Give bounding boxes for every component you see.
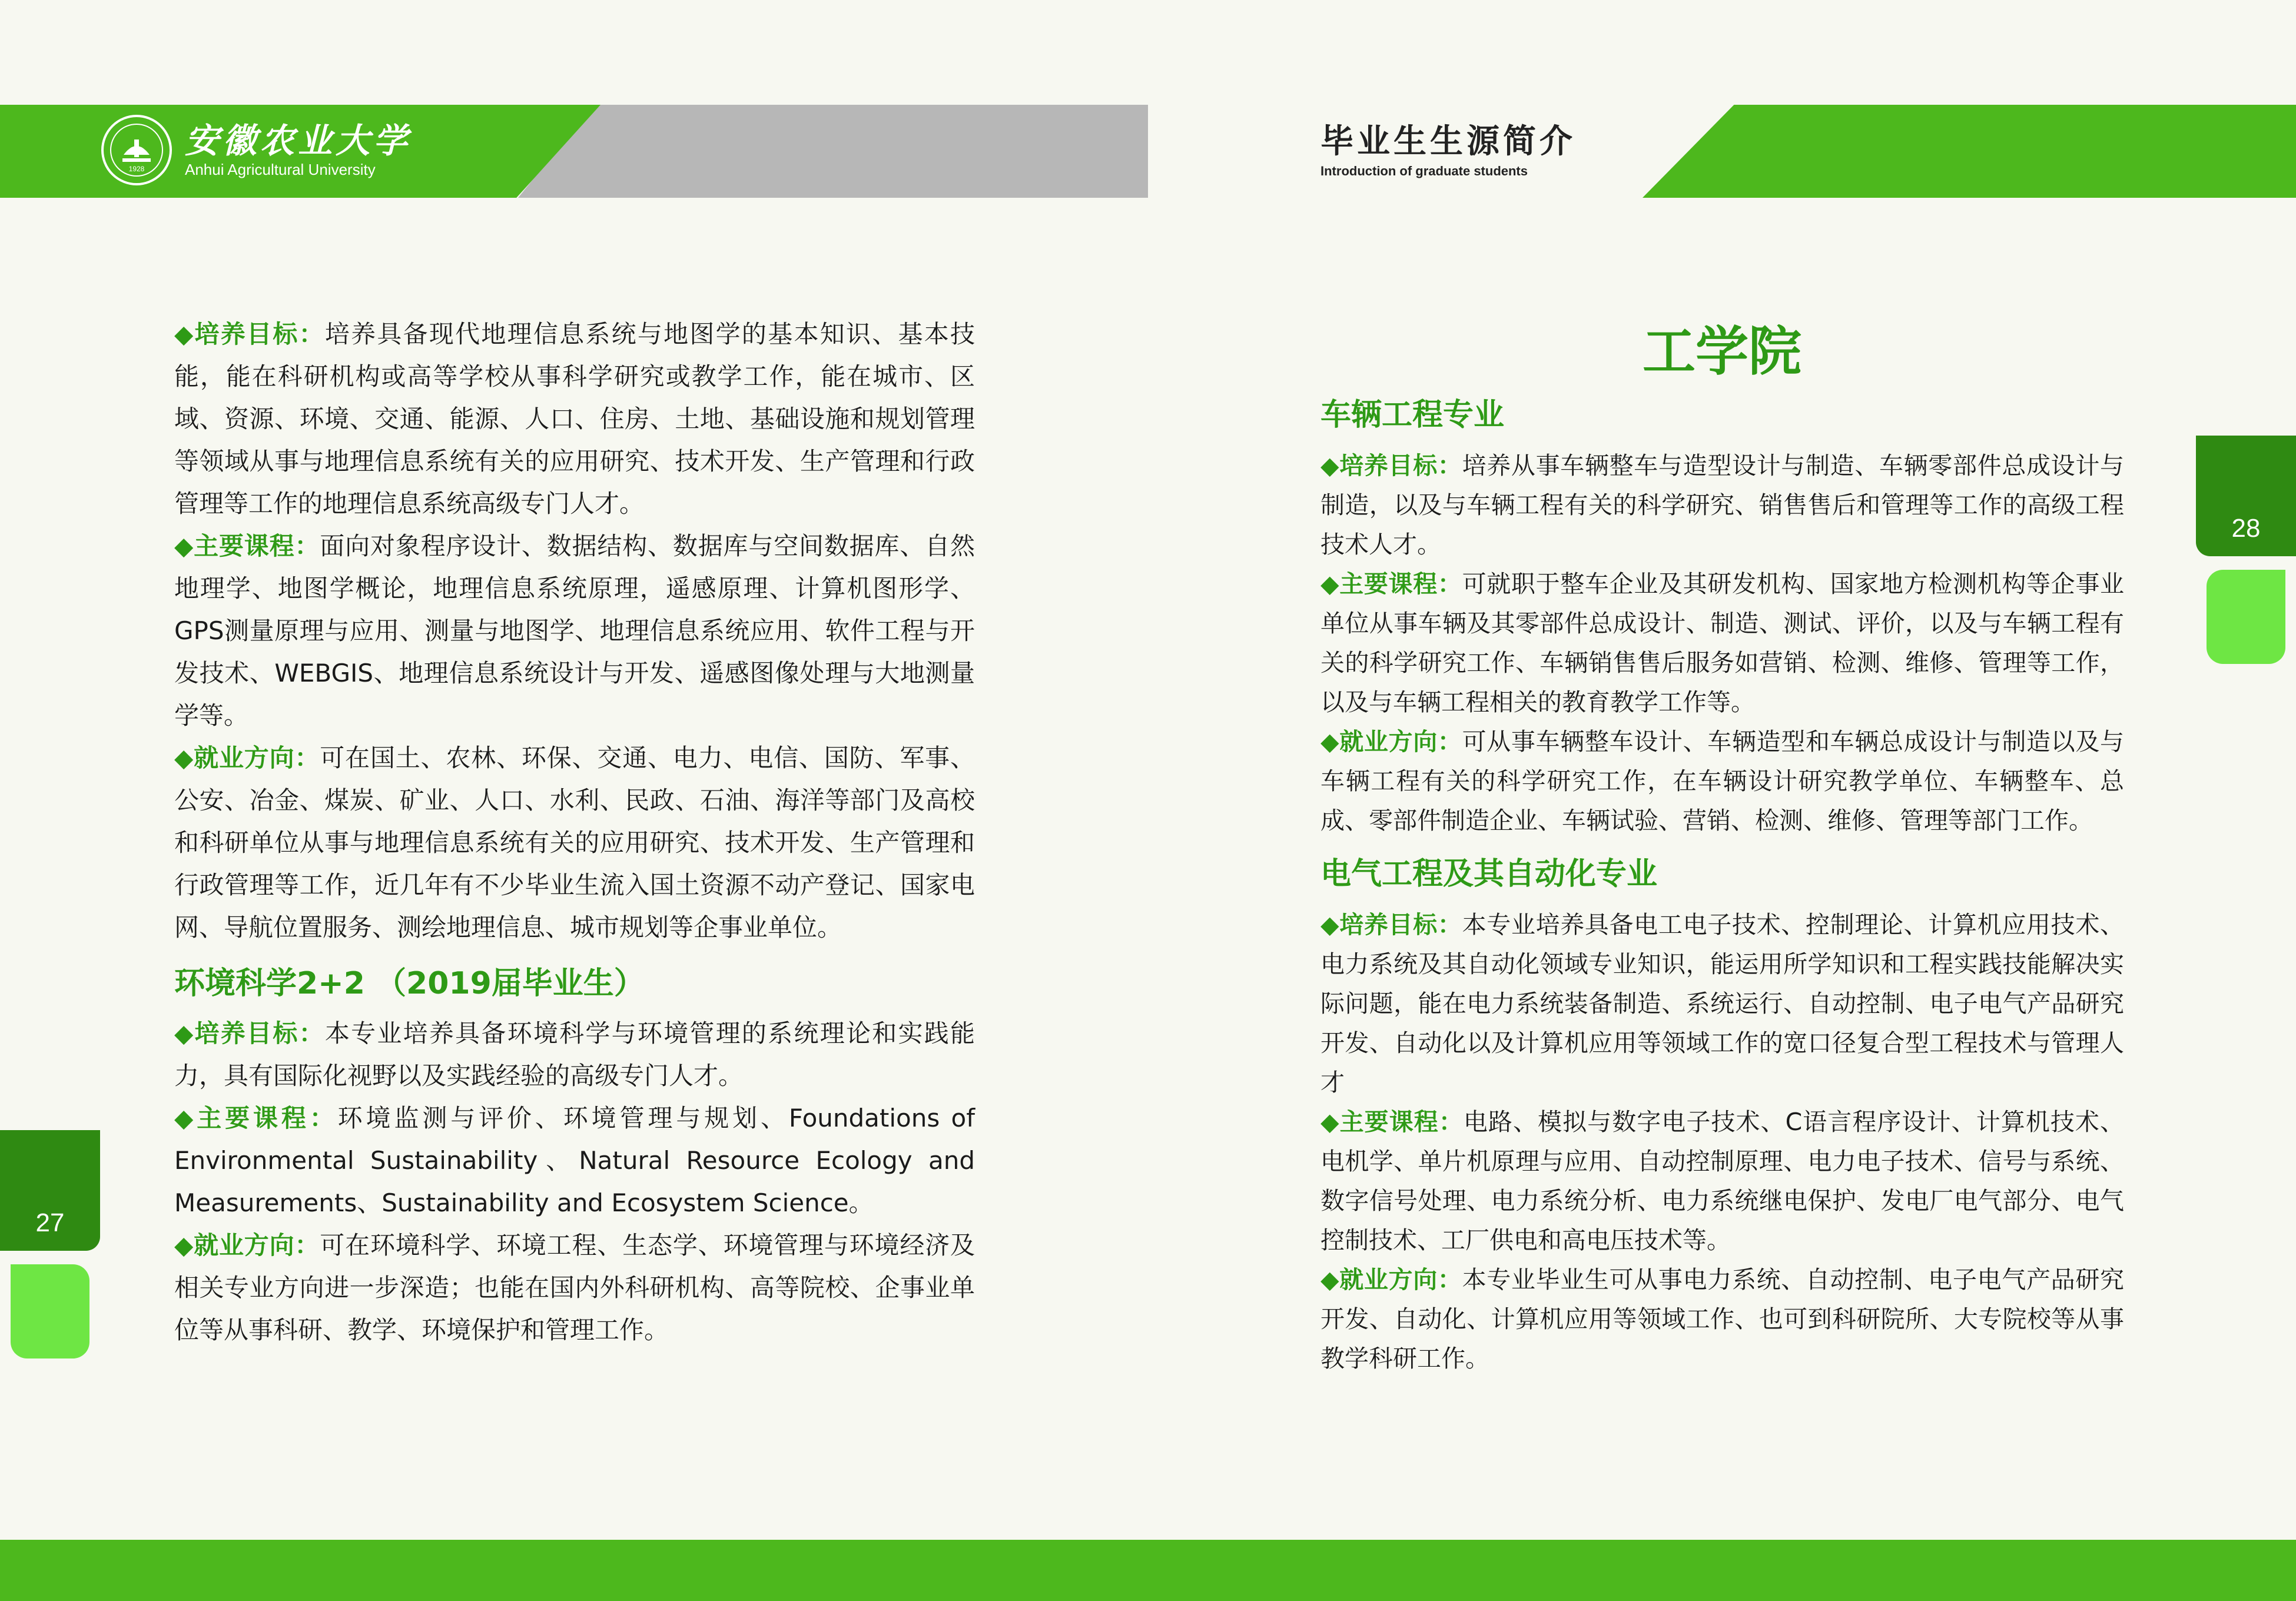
env-course [174,1097,975,1224]
job-text: 可从事车辆整车设计、车辆造型和车辆总成设计与制造以及与车辆工程有关的科学研究工作，在车辆设计研究教学单位、车辆整车、总成、零部件制造企业、车辆试验、营销、检测、维修、管理等部门工作。 [1320,728,2125,835]
job-label: ◆就业方向： [174,743,320,772]
page-number-tab-right [2196,436,2296,556]
page-tab-light-right [2207,570,2285,664]
header-subtitle: Introduction of graduate students [1320,164,1528,178]
electric-title: 电气工程及其自动化专业 [1320,856,1658,892]
seal-year: 1928 [128,165,145,173]
left-column [174,313,975,1351]
electric-job [1320,1260,2124,1379]
job-label: ◆就业方向： [174,1231,320,1260]
header-green-right [1643,105,2296,198]
course-text: 电路、模拟与数字电子技术、C语言程序设计、计算机技术、电机学、单片机原理与应用、自动控制原理、电力电子技术、信号与系统、数字信号处理、电力系统分析、电力系统继电保护、发电厂电气部分、电气控制技术、工厂供电和高电压技术等。 [1320,1108,2124,1254]
seal-icon [100,114,173,187]
vehicle-goal [1320,446,2124,564]
gis-course [174,525,975,737]
goal-text: 本专业培养具备电工电子技术、控制理论、计算机应用技术、电力系统及其自动化领域专业知识，能运用所学知识和工程实践技能解决实际问题，能在电力系统装备制造、系统运行、自动控制、电子电气产品研究开发、自动化以及计算机应用等领域工作的宽口径复合型工程技术与管理人才 [1320,911,2125,1097]
course-label: ◆主要课程： [174,1104,338,1132]
gis-job [174,737,975,949]
env-goal [174,1012,975,1097]
logo-text-en: Anhui Agricultural University [185,161,376,178]
electric-course [1320,1102,2124,1260]
course-label: ◆主要课程： [1320,1108,1464,1136]
goal-text: 培养从事车辆整车与造型设计与制造、车辆零部件总成设计与制造，以及与车辆工程有关的科学研究、销售售后和管理等工作的高级工程技术人才。 [1320,451,2125,559]
goal-label: ◆培养目标： [1320,451,1462,480]
job-text: 本专业毕业生可从事电力系统、自动控制、电子电气产品研究开发、自动化、计算机应用等领域工作、也可到科研院所、大专院校等从事教学科研工作。 [1320,1265,2125,1373]
header-gray-band [518,105,1148,198]
logo-text-cn: 安徽农业大学 [185,121,412,161]
vehicle-course [1320,564,2124,722]
job-text: 可在环境科学、环境工程、生态学、环境管理与环境经济及相关专业方向进一步深造；也能在国内外科研机构、高等院校、企事业单位等从事科研、教学、环境保护和管理工作。 [174,1231,975,1344]
page-number-tab-left [0,1130,100,1251]
goal-text: 本专业培养具备环境科学与环境管理的系统理论和实践能力，具有国际化视野以及实践经验的高级专门人才。 [174,1019,975,1090]
university-logo [100,112,411,188]
vehicle-title: 车辆工程专业 [1320,397,1505,433]
college-title: 工学院 [1643,320,1801,383]
course-label: ◆主要课程： [174,532,320,560]
env-job [174,1224,975,1351]
electric-goal [1320,905,2124,1102]
course-label: ◆主要课程： [1320,570,1462,598]
page-tab-light-left [11,1264,89,1358]
footer-bar [0,1540,2296,1601]
env-title: 环境科学2+2 （2019届毕业生） [174,966,645,1001]
job-label: ◆就业方向： [1320,1265,1462,1294]
course-text: 可就职于整车企业及其研发机构、国家地方检测机构等企事业单位从事车辆及其零部件总成设计、制造、测试、评价，以及与车辆工程有关的科学研究工作、车辆销售售后服务如营销、检测、维修、管理等工作，以及与车辆工程相关的教育教学工作等。 [1320,570,2125,716]
goal-label: ◆培养目标： [174,320,325,348]
course-text: 环境监测与评价、环境管理与规划、Foundations of Environmental Sustainability、Natural Resource Ecology and Measurements、Sustainability and Ecosystem Science。 [174,1104,975,1217]
job-label: ◆就业方向： [1320,728,1462,756]
right-column [1320,394,2124,1379]
course-text: 面向对象程序设计、数据结构、数据库与空间数据库、自然地理学、地图学概论，地理信息系统原理，遥感原理、计算机图形学、GPS测量原理与应用、测量与地图学、地理信息系统应用、软件工程与开发技术、WEBGIS、地理信息系统设计与开发、遥感图像处理与大地测量学等。 [174,532,975,730]
vehicle-job [1320,722,2124,841]
header-title: 毕业生生源简介 [1320,122,1576,161]
gis-goal [174,313,975,525]
goal-text: 培养具备现代地理信息系统与地图学的基本知识、基本技能，能在科研机构或高等学校从事科学研究或教学工作，能在城市、区域、资源、环境、交通、能源、人口、住房、土地、基础设施和规划管理等领域从事与地理信息系统有关的应用研究、技术开发、生产管理和行政管理等工作的地理信息系统高级专门人才。 [174,320,975,518]
logo-text [185,121,411,179]
goal-label: ◆培养目标： [1320,911,1462,939]
page-number-right: 28 [2231,514,2261,543]
job-text: 可在国土、农林、环保、交通、电力、电信、国防、军事、公安、冶金、煤炭、矿业、人口、水利、民政、石油、海洋等部门及高校和科研单位从事与地理信息系统有关的应用研究、技术开发、生产管理和行政管理等工作，近几年有不少毕业生流入国土资源不动产登记、国家电网、导航位置服务、测绘地理信息、城市规划等企事业单位。 [174,743,975,942]
goal-label: ◆培养目标： [174,1019,325,1048]
page-number-left: 27 [35,1208,65,1237]
